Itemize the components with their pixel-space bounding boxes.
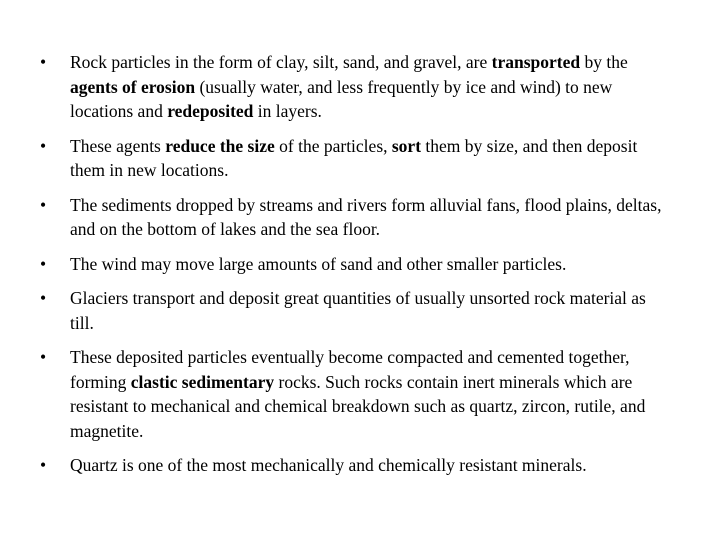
- text-segment: (usually water, and less frequently by ice and wind) to new locations and: [70, 76, 613, 121]
- bullet-dot-icon: •: [40, 135, 47, 156]
- bullet-item: [40, 453, 670, 478]
- bullet-item: [40, 134, 670, 183]
- bullet-text: [70, 195, 661, 240]
- bullet-item: [40, 286, 670, 335]
- bullet-text: [70, 254, 566, 274]
- text-segment: The wind may move large amounts of sand and other smaller particles.: [70, 253, 567, 274]
- text-segment: These deposited particles eventually become compacted and cemented together, forming: [70, 347, 630, 392]
- bold-term: redeposited: [167, 101, 254, 121]
- text-segment: Rock particles in the form of clay, silt, sand, and gravel, are: [70, 52, 492, 72]
- bullet-dot-icon: •: [40, 288, 47, 308]
- bullet-dot-icon: •: [40, 194, 47, 215]
- bullet-item: [40, 50, 670, 124]
- bullet-text: [70, 347, 645, 441]
- bullet-text: [70, 136, 637, 181]
- bullet-dot-icon: •: [40, 347, 47, 367]
- bullet-text: [70, 455, 587, 475]
- text-segment: by the: [580, 52, 628, 72]
- text-segment: Glaciers transport and deposit great quantities of usually unsorted rock material as till.: [70, 288, 646, 333]
- bullet-text: [70, 52, 628, 121]
- bullet-item: [40, 193, 670, 242]
- bullet-text: [70, 288, 646, 333]
- text-segment: rocks. Such rocks contain inert minerals which are resistant to mechanical and chemical breakdown such as quartz, zircon, rutile, and magnetite.: [70, 371, 646, 441]
- bold-term: agents of erosion: [70, 76, 196, 97]
- bold-term: reduce the size: [165, 135, 275, 156]
- bullet-item: [40, 252, 670, 277]
- bullet-dot-icon: •: [40, 455, 47, 475]
- bold-term: sort: [391, 135, 422, 156]
- bullet-list: [40, 50, 670, 488]
- text-segment: them by size, and then deposit them in new locations.: [70, 135, 638, 180]
- bullet-dot-icon: •: [40, 253, 47, 274]
- text-segment: The sediments dropped by streams and rivers form alluvial fans, flood plains, deltas, and on the bottom of lakes and the sea floor.: [70, 194, 662, 239]
- text-segment: These agents: [70, 135, 166, 156]
- bullet-item: [40, 345, 670, 443]
- bold-term: transported: [491, 52, 581, 72]
- text-segment: Quartz is one of the most mechanically and chemically resistant minerals.: [70, 455, 587, 475]
- bullet-dot-icon: •: [40, 52, 47, 72]
- bold-term: clastic sedimentary: [130, 371, 275, 392]
- text-segment: of the particles,: [274, 135, 392, 156]
- text-segment: in layers.: [253, 101, 322, 121]
